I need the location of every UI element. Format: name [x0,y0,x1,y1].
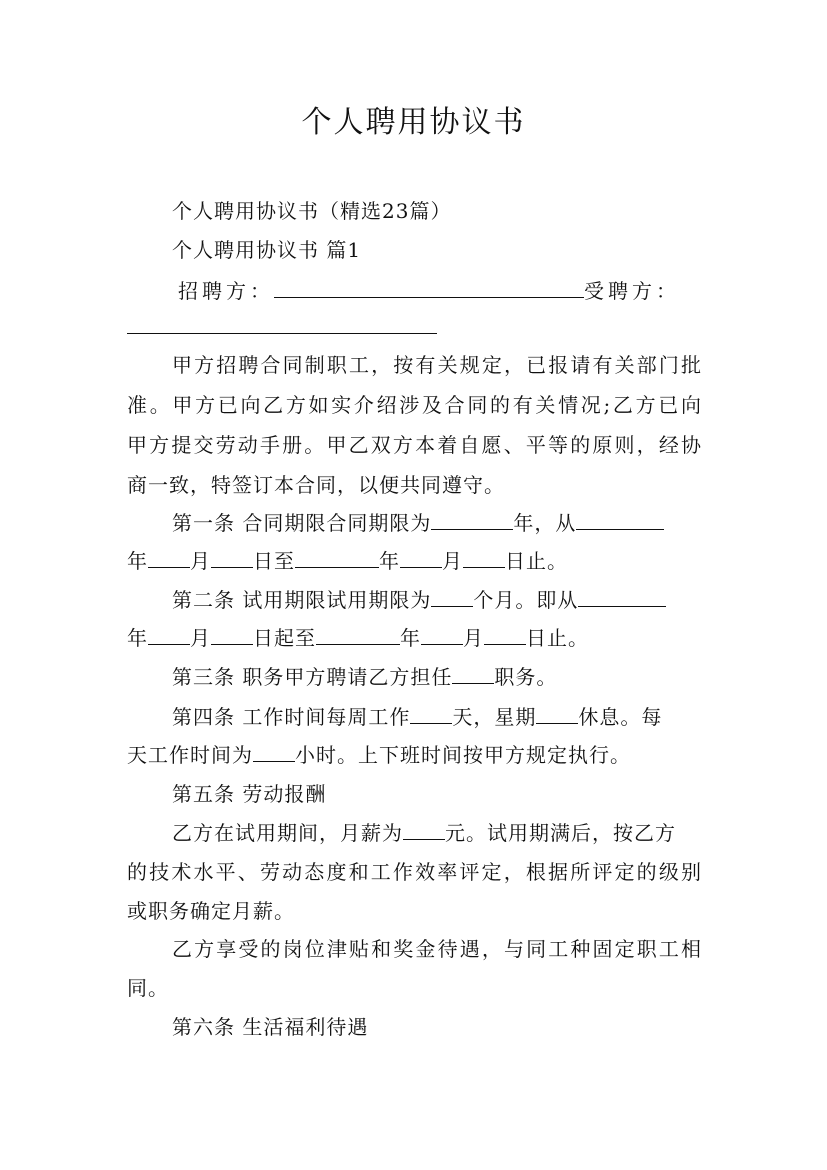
intro-line-2: 准。甲方已向乙方如实介绍涉及合同的有关情况;乙方已向 [127,393,702,417]
article-4-line-2: 天工作时间为 小时。上下班时间按甲方规定执行。 [127,743,631,767]
employee-label: 受聘方： [584,279,680,303]
article-5-para-1-line-2: 的技术水平、劳动态度和工作效率评定，根据所评定的级别 [127,860,702,884]
subtitle: 个人聘用协议书（精选23篇） [172,199,452,223]
employee-blank [127,313,437,334]
intro-line-1: 甲方招聘合同制职工，按有关规定，已报请有关部门批 [172,353,702,377]
document-title: 个人聘用协议书 [301,105,526,140]
employer-label: 招聘方： [178,279,274,303]
article-3: 第三条 职务甲方聘请乙方担任 职务。 [172,665,558,689]
article-2-line-2: 年 月 日起至 年 月 日止。 [127,626,589,650]
article-5-para-2-line-2: 同。 [127,976,169,1000]
article-2-line-1: 第二条 试用期限试用期限为 个月。即从 [172,585,702,615]
article-5-para-1-line-1: 乙方在试用期间，月薪为 元。试用期满后，按乙方 [172,821,676,845]
article-1-line-1: 第一条 合同期限合同期限为 年，从 [172,508,702,538]
article-6-heading: 第六条 生活福利待遇 [172,1015,369,1039]
intro-line-3: 甲方提交劳动手册。甲乙双方本着自愿、平等的原则，经协 [127,433,702,457]
article-4-line-1: 第四条 工作时间每周工作 天，星期 休息。每 [172,705,663,729]
employer-blank [274,277,584,298]
article-5-para-2-line-1: 乙方享受的岗位津贴和奖金待遇，与同工种固定职工相 [172,937,702,961]
intro-line-4: 商一致，特签订本合同，以便共同遵守。 [127,473,505,497]
article-1-line-2: 年 月 日至 年 月 日止。 [127,549,568,573]
article-5-heading: 第五条 劳动报酬 [172,782,327,806]
signature-line [178,276,702,306]
article-5-para-1-line-3: 或职务确定月薪。 [127,899,295,923]
section-heading: 个人聘用协议书 篇1 [172,238,362,262]
employee-signature-line [127,312,702,342]
